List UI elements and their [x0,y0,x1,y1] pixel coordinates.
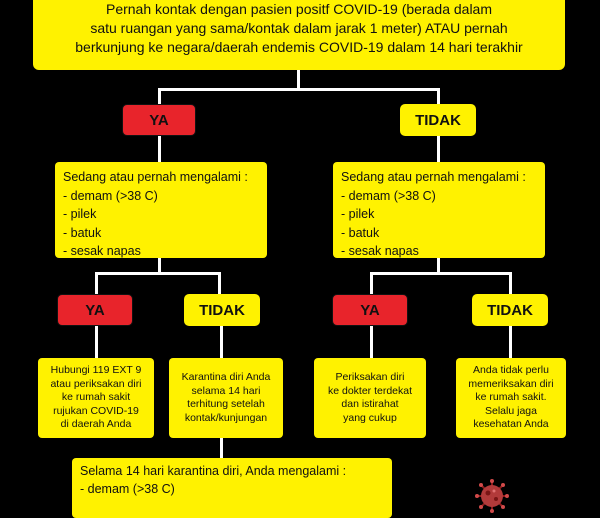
outcome-line: Karantina diri Anda [181,371,271,383]
virus-icon [474,478,510,514]
outcome-line: di daerah Anda [60,418,132,431]
outcome-line: kontak/kunjungan [184,411,268,424]
connector-top-stem [297,70,300,90]
outcome-line: ke rumah sakit. [475,391,547,404]
outcome-line: rujukan COVID-19 [53,404,139,417]
symptoms-title: Sedang atau pernah mengalami : [63,170,248,184]
outcome-line: Hubungi 119 EXT 9 [50,364,142,377]
outcome-box-left-tidak [169,358,283,438]
symptom-item: - demam (>38 C) [63,188,158,203]
connector-tidak-to-symptoms-right [437,136,440,164]
quarantine-symptoms-box [72,458,392,518]
symptom-item: - batuk [63,225,102,240]
connector-right-ya-to-leaf [370,326,373,360]
question-line-2: satu ruangan yang sama/kontak dalam jarak 1 meter) ATAU pernah [90,20,508,36]
outcome-line: ke rumah sakit [61,391,131,404]
quarantine-title: Selama 14 hari karantina diri, Anda mengalami : [80,464,347,478]
connector-right-ya-drop [370,272,373,296]
connector-top-horizontal [158,88,440,91]
outcome-line: Periksakan diri [335,371,405,383]
answer-tidak-left: TIDAK [184,294,260,326]
answer-ya-left: YA [57,294,133,326]
outcome-line: Anda tidak perlu [473,364,549,377]
outcome-line: ke dokter terdekat [327,384,413,397]
symptom-item: - pilek [341,207,375,221]
connector-left-tidak-to-leaf [220,326,223,360]
outcome-line: memeriksakan diri [468,377,554,390]
connector-right-tidak-drop [509,272,512,296]
answer-ya-level1: YA [122,104,196,136]
outcome-line: Selalu jaga [485,404,537,417]
answer-tidak-right: TIDAK [472,294,548,326]
question-line-1: Pernah kontak dengan pasien positf COVID-19 (berada dalam [105,1,492,17]
outcome-line: dan istirahat [341,398,399,410]
connector-left-horizontal [95,272,221,275]
connector-tidak-to-quarantine [220,438,223,460]
symptom-item: - sesak napas [341,244,419,258]
outcome-box-right-ya [314,358,426,438]
connector-right-horizontal [370,272,512,275]
question-line-3: berkunjung ke negara/daerah endemis COVID-19 dalam 14 hari terakhir [75,39,523,55]
outcome-line: kesehatan Anda [473,418,549,431]
connector-right-tidak-to-leaf [509,326,512,360]
connector-ya-to-symptoms-left [158,136,161,164]
question-box-contact [33,0,565,70]
symptom-item: - batuk [341,225,380,240]
symptom-item: - pilek [63,207,97,221]
connector-left-ya-to-leaf [95,326,98,360]
outcome-box-right-tidak [456,358,566,438]
answer-ya-right: YA [332,294,408,326]
outcome-line: yang cukup [343,411,397,424]
outcome-box-left-ya [38,358,154,438]
symptom-item: - demam (>38 C) [80,482,175,496]
answer-tidak-level1: TIDAK [400,104,476,136]
outcome-line: selama 14 hari [191,384,261,397]
symptoms-box-right [333,162,545,258]
connector-left-tidak-drop [218,272,221,296]
outcome-line: terhitung setelah [187,398,265,410]
symptoms-title: Sedang atau pernah mengalami : [341,170,526,184]
symptom-item: - demam (>38 C) [341,188,436,203]
connector-left-ya-drop [95,272,98,296]
outcome-line: atau periksakan diri [50,377,142,390]
symptom-item: - sesak napas [63,244,141,258]
symptoms-box-left [55,162,267,258]
